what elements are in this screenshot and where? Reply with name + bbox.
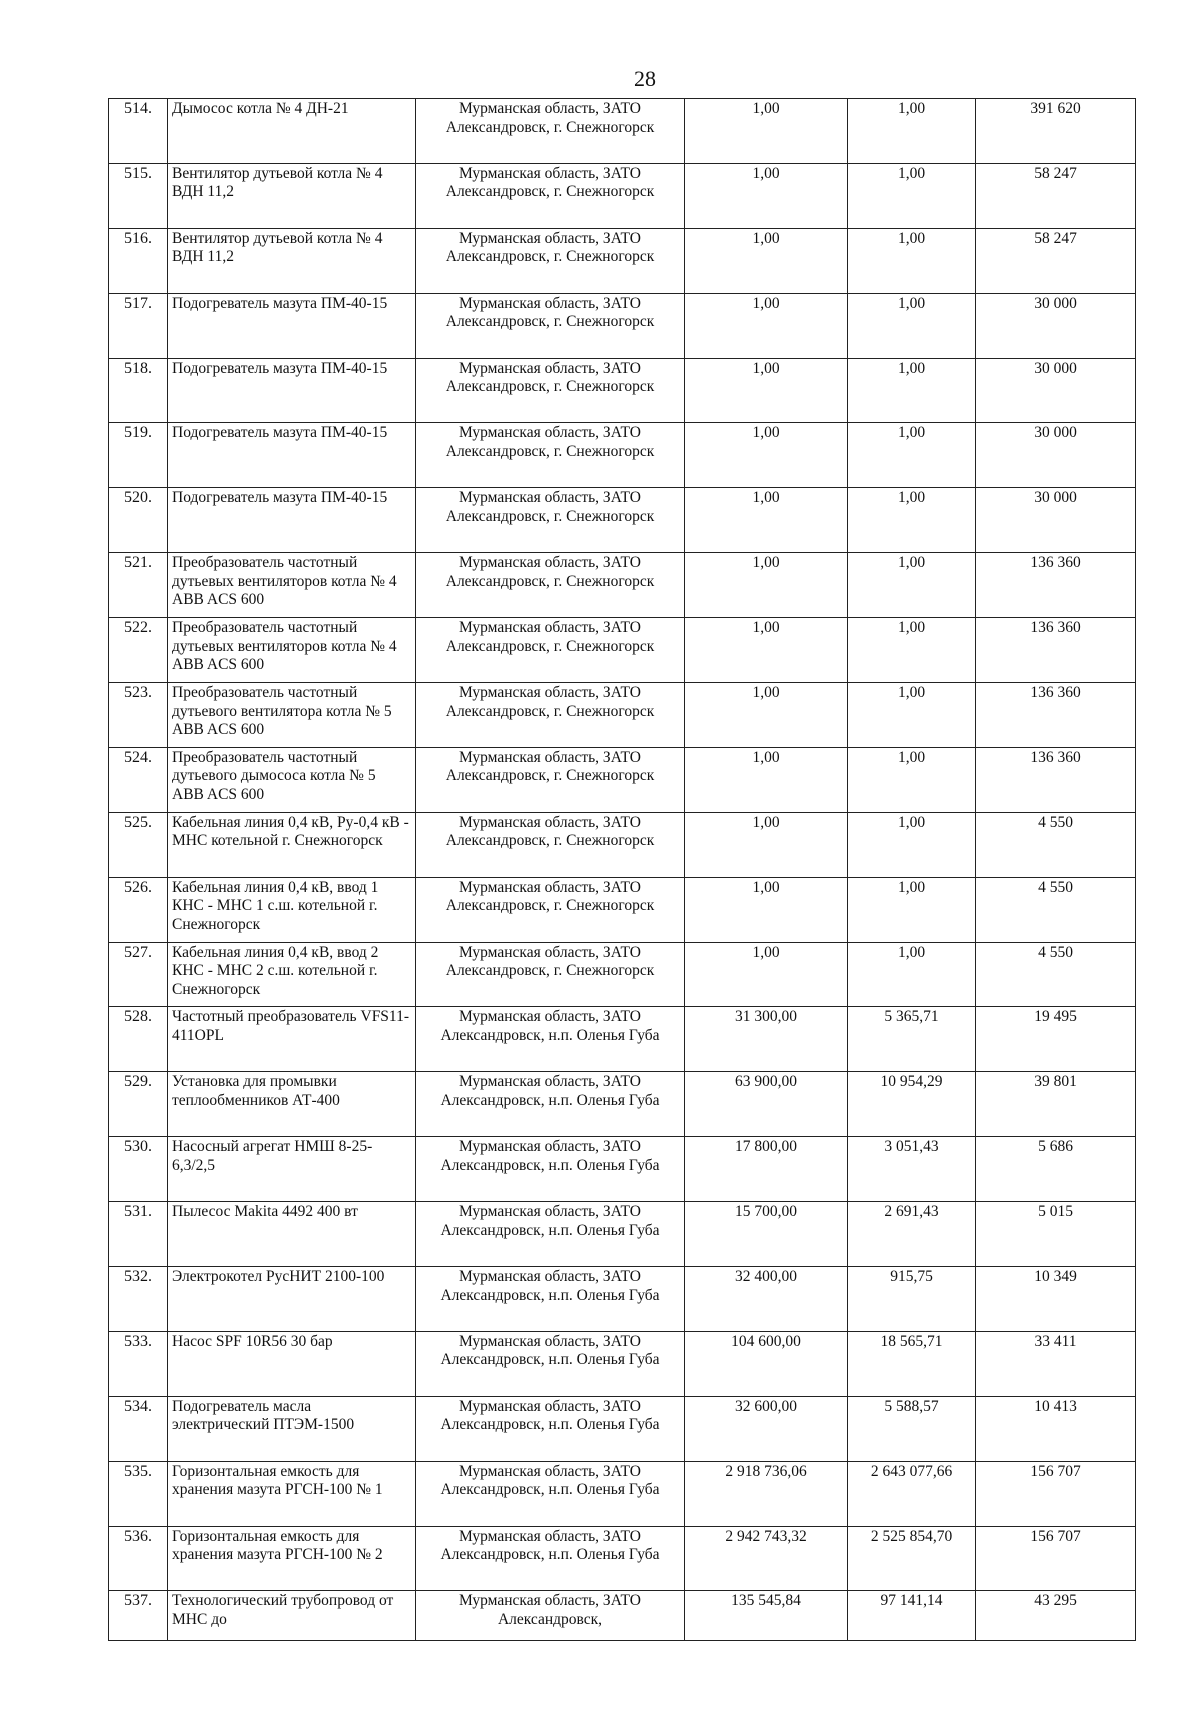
value-col-1: 32 600,00: [685, 1396, 848, 1461]
value-col-3: 5 686: [976, 1137, 1136, 1202]
value-col-1: 1,00: [685, 293, 848, 358]
row-number: 514.: [109, 99, 168, 164]
value-col-2: 5 365,71: [848, 1007, 976, 1072]
value-col-1: 31 300,00: [685, 1007, 848, 1072]
value-col-2: 2 525 854,70: [848, 1526, 976, 1591]
table-row: [109, 488, 1136, 553]
value-col-1: 1,00: [685, 812, 848, 877]
value-col-1: 1,00: [685, 358, 848, 423]
value-col-1: 32 400,00: [685, 1267, 848, 1332]
row-number: 519.: [109, 423, 168, 488]
table-row: [109, 812, 1136, 877]
table-row: [109, 293, 1136, 358]
table-row: [109, 1331, 1136, 1396]
table-row: [109, 553, 1136, 618]
item-location: Мурманская область, ЗАТО Александровск, н.п. Оленья Губа: [416, 1202, 685, 1267]
value-col-3: 136 360: [976, 747, 1136, 812]
item-location: Мурманская область, ЗАТО Александровск, н.п. Оленья Губа: [416, 1007, 685, 1072]
value-col-3: 156 707: [976, 1461, 1136, 1526]
item-location: Мурманская область, ЗАТО Александровск, г. Снежногорск: [416, 553, 685, 618]
value-col-1: 1,00: [685, 99, 848, 164]
item-name: Вентилятор дутьевой котла № 4 ВДН 11,2: [168, 228, 416, 293]
value-col-1: 1,00: [685, 228, 848, 293]
item-name: Преобразователь частотный дутьевого вентилятора котла № 5 ABB ACS 600: [168, 683, 416, 748]
value-col-1: 2 942 743,32: [685, 1526, 848, 1591]
value-col-1: 15 700,00: [685, 1202, 848, 1267]
item-location: Мурманская область, ЗАТО Александровск, г. Снежногорск: [416, 358, 685, 423]
value-col-3: 391 620: [976, 99, 1136, 164]
value-col-3: 58 247: [976, 163, 1136, 228]
value-col-2: 1,00: [848, 293, 976, 358]
item-location: Мурманская область, ЗАТО Александровск, н.п. Оленья Губа: [416, 1396, 685, 1461]
value-col-2: 1,00: [848, 683, 976, 748]
table-row: [109, 618, 1136, 683]
value-col-1: 1,00: [685, 683, 848, 748]
value-col-3: 136 360: [976, 683, 1136, 748]
item-location: Мурманская область, ЗАТО Александровск, г. Снежногорск: [416, 618, 685, 683]
value-col-1: 1,00: [685, 488, 848, 553]
table-row: [109, 1396, 1136, 1461]
page-number: 28: [634, 66, 656, 91]
value-col-3: 30 000: [976, 293, 1136, 358]
item-name: Горизонтальная емкость для хранения мазута РГСН-100 № 1: [168, 1461, 416, 1526]
value-col-2: 1,00: [848, 618, 976, 683]
table-row: [109, 1591, 1136, 1641]
value-col-3: 10 349: [976, 1267, 1136, 1332]
row-number: 531.: [109, 1202, 168, 1267]
row-number: 532.: [109, 1267, 168, 1332]
value-col-3: 39 801: [976, 1072, 1136, 1137]
value-col-2: 1,00: [848, 942, 976, 1007]
value-col-1: 1,00: [685, 553, 848, 618]
item-location: Мурманская область, ЗАТО Александровск, г. Снежногорск: [416, 163, 685, 228]
item-name: Дымосос котла № 4 ДН-21: [168, 99, 416, 164]
value-col-3: 156 707: [976, 1526, 1136, 1591]
value-col-3: 30 000: [976, 488, 1136, 553]
value-col-2: 97 141,14: [848, 1591, 976, 1641]
value-col-1: 17 800,00: [685, 1137, 848, 1202]
value-col-1: 1,00: [685, 163, 848, 228]
value-col-3: 136 360: [976, 618, 1136, 683]
table-body: [109, 99, 1136, 1641]
item-name: Кабельная линия 0,4 кВ, Ру-0,4 кВ - МНС котельной г. Снежногорск: [168, 812, 416, 877]
value-col-1: 1,00: [685, 942, 848, 1007]
value-col-3: 4 550: [976, 877, 1136, 942]
item-name: Подогреватель мазута ПМ-40-15: [168, 293, 416, 358]
item-location: Мурманская область, ЗАТО Александровск, г. Снежногорск: [416, 877, 685, 942]
item-name: Преобразователь частотный дутьевых вентиляторов котла № 4 ABB ACS 600: [168, 553, 416, 618]
row-number: 537.: [109, 1591, 168, 1641]
value-col-2: 1,00: [848, 228, 976, 293]
value-col-3: 19 495: [976, 1007, 1136, 1072]
row-number: 526.: [109, 877, 168, 942]
item-name: Преобразователь частотный дутьевого дымососа котла № 5 ABB ACS 600: [168, 747, 416, 812]
row-number: 520.: [109, 488, 168, 553]
value-col-3: 43 295: [976, 1591, 1136, 1641]
item-name: Насос SPF 10R56 30 бар: [168, 1331, 416, 1396]
table-row: [109, 163, 1136, 228]
value-col-2: 1,00: [848, 747, 976, 812]
value-col-2: 1,00: [848, 358, 976, 423]
row-number: 534.: [109, 1396, 168, 1461]
table-row: [109, 1526, 1136, 1591]
item-location: Мурманская область, ЗАТО Александровск, н.п. Оленья Губа: [416, 1267, 685, 1332]
item-location: Мурманская область, ЗАТО Александровск, н.п. Оленья Губа: [416, 1331, 685, 1396]
item-location: Мурманская область, ЗАТО Александровск, г. Снежногорск: [416, 99, 685, 164]
item-location: Мурманская область, ЗАТО Александровск, г. Снежногорск: [416, 812, 685, 877]
row-number: 535.: [109, 1461, 168, 1526]
value-col-2: 5 588,57: [848, 1396, 976, 1461]
value-col-2: 1,00: [848, 553, 976, 618]
item-location: Мурманская область, ЗАТО Александровск, г. Снежногорск: [416, 747, 685, 812]
table-row: [109, 1202, 1136, 1267]
row-number: 518.: [109, 358, 168, 423]
value-col-1: 1,00: [685, 423, 848, 488]
row-number: 525.: [109, 812, 168, 877]
row-number: 533.: [109, 1331, 168, 1396]
row-number: 529.: [109, 1072, 168, 1137]
value-col-1: 2 918 736,06: [685, 1461, 848, 1526]
row-number: 530.: [109, 1137, 168, 1202]
item-name: Подогреватель мазута ПМ-40-15: [168, 358, 416, 423]
item-name: Кабельная линия 0,4 кВ, ввод 2 КНС - МНС 2 с.ш. котельной г. Снежногорск: [168, 942, 416, 1007]
value-col-2: 1,00: [848, 488, 976, 553]
table-row: [109, 228, 1136, 293]
value-col-2: 1,00: [848, 877, 976, 942]
row-number: 521.: [109, 553, 168, 618]
value-col-2: 1,00: [848, 812, 976, 877]
item-name: Преобразователь частотный дутьевых вентиляторов котла № 4 ABB ACS 600: [168, 618, 416, 683]
row-number: 516.: [109, 228, 168, 293]
item-name: Кабельная линия 0,4 кВ, ввод 1 КНС - МНС 1 с.ш. котельной г. Снежногорск: [168, 877, 416, 942]
value-col-2: 915,75: [848, 1267, 976, 1332]
item-name: Установка для промывки теплообменников АТ-400: [168, 1072, 416, 1137]
value-col-1: 104 600,00: [685, 1331, 848, 1396]
item-name: Подогреватель масла электрический ПТЭМ-1500: [168, 1396, 416, 1461]
item-location: Мурманская область, ЗАТО Александровск, г. Снежногорск: [416, 488, 685, 553]
table-row: [109, 423, 1136, 488]
value-col-2: 2 643 077,66: [848, 1461, 976, 1526]
item-name: Пылесос Makita 4492 400 вт: [168, 1202, 416, 1267]
value-col-2: 1,00: [848, 423, 976, 488]
value-col-2: 18 565,71: [848, 1331, 976, 1396]
value-col-2: 10 954,29: [848, 1072, 976, 1137]
item-location: Мурманская область, ЗАТО Александровск, г. Снежногорск: [416, 228, 685, 293]
item-name: Электрокотел РусНИТ 2100-100: [168, 1267, 416, 1332]
item-location: Мурманская область, ЗАТО Александровск, н.п. Оленья Губа: [416, 1072, 685, 1137]
table-row: [109, 1072, 1136, 1137]
value-col-3: 30 000: [976, 423, 1136, 488]
row-number: 515.: [109, 163, 168, 228]
table-row: [109, 747, 1136, 812]
table-row: [109, 683, 1136, 748]
table-row: [109, 1461, 1136, 1526]
table-row: [109, 99, 1136, 164]
row-number: 522.: [109, 618, 168, 683]
value-col-3: 33 411: [976, 1331, 1136, 1396]
item-location: Мурманская область, ЗАТО Александровск, н.п. Оленья Губа: [416, 1461, 685, 1526]
item-name: Подогреватель мазута ПМ-40-15: [168, 488, 416, 553]
value-col-3: 4 550: [976, 942, 1136, 1007]
table-row: [109, 358, 1136, 423]
item-location: Мурманская область, ЗАТО Александровск, н.п. Оленья Губа: [416, 1137, 685, 1202]
item-name: Горизонтальная емкость для хранения мазута РГСН-100 № 2: [168, 1526, 416, 1591]
value-col-2: 2 691,43: [848, 1202, 976, 1267]
value-col-2: 3 051,43: [848, 1137, 976, 1202]
table-row: [109, 942, 1136, 1007]
row-number: 524.: [109, 747, 168, 812]
row-number: 536.: [109, 1526, 168, 1591]
table-row: [109, 1007, 1136, 1072]
value-col-1: 1,00: [685, 877, 848, 942]
item-location: Мурманская область, ЗАТО Александровск, г. Снежногорск: [416, 683, 685, 748]
table-row: [109, 877, 1136, 942]
item-name: Частотный преобразователь VFS11-411OPL: [168, 1007, 416, 1072]
row-number: 523.: [109, 683, 168, 748]
table-row: [109, 1137, 1136, 1202]
item-name: Подогреватель мазута ПМ-40-15: [168, 423, 416, 488]
value-col-3: 4 550: [976, 812, 1136, 877]
item-location: Мурманская область, ЗАТО Александровск, н.п. Оленья Губа: [416, 1526, 685, 1591]
value-col-1: 1,00: [685, 747, 848, 812]
value-col-2: 1,00: [848, 163, 976, 228]
value-col-3: 10 413: [976, 1396, 1136, 1461]
row-number: 528.: [109, 1007, 168, 1072]
item-name: Технологический трубопровод от МНС до: [168, 1591, 416, 1641]
item-location: Мурманская область, ЗАТО Александровск, г. Снежногорск: [416, 423, 685, 488]
value-col-3: 30 000: [976, 358, 1136, 423]
value-col-3: 136 360: [976, 553, 1136, 618]
item-location: Мурманская область, ЗАТО Александровск, г. Снежногорск: [416, 293, 685, 358]
item-location: Мурманская область, ЗАТО Александровск, г. Снежногорск: [416, 942, 685, 1007]
property-registry-table: [108, 98, 1136, 1641]
value-col-3: 5 015: [976, 1202, 1136, 1267]
value-col-1: 63 900,00: [685, 1072, 848, 1137]
value-col-1: 135 545,84: [685, 1591, 848, 1641]
item-location: Мурманская область, ЗАТО Александровск,: [416, 1591, 685, 1641]
item-name: Вентилятор дутьевой котла № 4 ВДН 11,2: [168, 163, 416, 228]
value-col-2: 1,00: [848, 99, 976, 164]
item-name: Насосный агрегат НМШ 8-25-6,3/2,5: [168, 1137, 416, 1202]
value-col-1: 1,00: [685, 618, 848, 683]
value-col-3: 58 247: [976, 228, 1136, 293]
row-number: 517.: [109, 293, 168, 358]
table-row: [109, 1267, 1136, 1332]
row-number: 527.: [109, 942, 168, 1007]
